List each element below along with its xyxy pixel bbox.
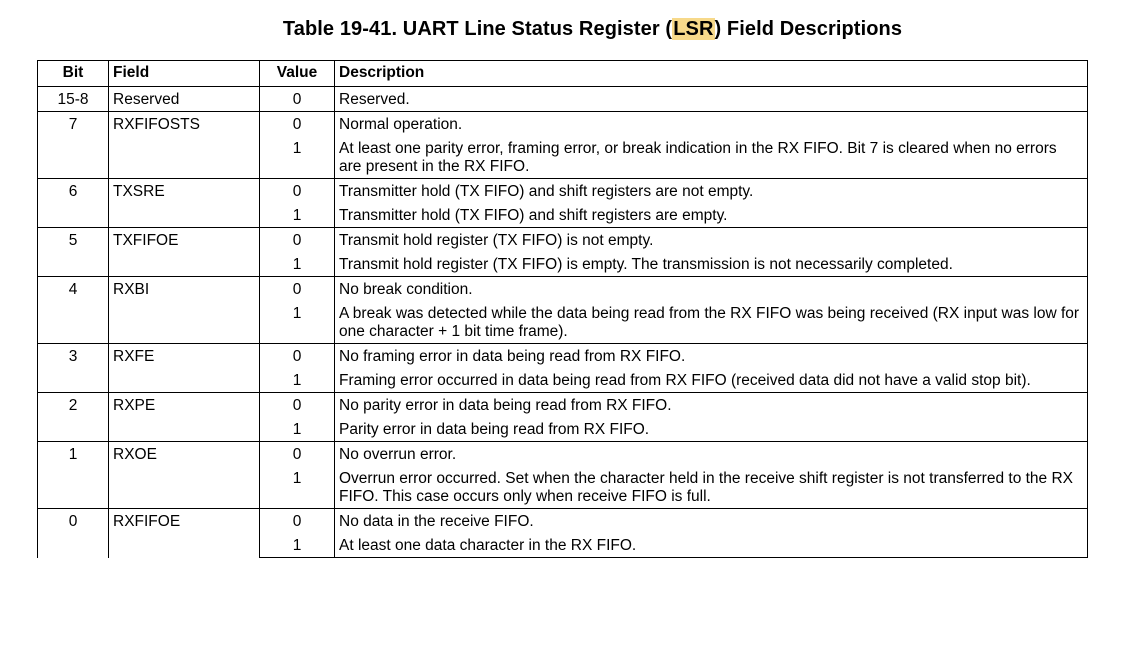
- field-cell: RXBI: [109, 277, 260, 344]
- bit-cell: 7: [38, 112, 109, 179]
- field-cell: TXFIFOE: [109, 228, 260, 277]
- value-cell: 1: [260, 136, 335, 179]
- table-row: [38, 344, 1088, 369]
- field-cell: RXOE: [109, 442, 260, 509]
- table-row: [38, 228, 1088, 253]
- description-cell: At least one parity error, framing error, or break indication in the RX FIFO. Bit 7 is cleared when no errors are present in the RX FIFO.: [335, 136, 1088, 179]
- value-cell: 1: [260, 466, 335, 509]
- header-row: [38, 61, 1088, 87]
- column-header-description: Description: [335, 61, 1088, 87]
- bit-cell: 2: [38, 393, 109, 442]
- table-row: [38, 112, 1088, 137]
- field-cell: RXFE: [109, 344, 260, 393]
- field-cell: RXPE: [109, 393, 260, 442]
- description-cell: No break condition.: [335, 277, 1088, 302]
- title-suffix: ) Field Descriptions: [714, 18, 903, 40]
- description-cell: No data in the receive FIFO.: [335, 509, 1088, 534]
- table-row: [38, 509, 1088, 534]
- value-cell: 0: [260, 344, 335, 369]
- value-cell: 0: [260, 509, 335, 534]
- column-header-field: Field: [109, 61, 260, 87]
- description-cell: Transmit hold register (TX FIFO) is empty. The transmission is not necessarily completed.: [335, 252, 1088, 277]
- value-cell: 1: [260, 417, 335, 442]
- description-cell: Transmitter hold (TX FIFO) and shift registers are empty.: [335, 203, 1088, 228]
- field-cell: RXFIFOE: [109, 509, 260, 558]
- bit-cell: 4: [38, 277, 109, 344]
- register-table: [37, 60, 1088, 558]
- description-cell: Reserved.: [335, 87, 1088, 112]
- bit-cell: 15-8: [38, 87, 109, 112]
- description-cell: Overrun error occurred. Set when the character held in the receive shift register is not transferred to the RX FIFO. This case occurs only when receive FIFO is full.: [335, 466, 1088, 509]
- table-title: [0, 18, 1133, 41]
- bit-cell: 6: [38, 179, 109, 228]
- description-cell: Framing error occurred in data being read from RX FIFO (received data did not have a valid stop bit).: [335, 368, 1088, 393]
- table-row: [38, 277, 1088, 302]
- title-prefix: Table 19-41. UART Line Status Register (: [282, 18, 673, 40]
- value-cell: 1: [260, 368, 335, 393]
- bit-cell: 1: [38, 442, 109, 509]
- table-row: [38, 87, 1088, 112]
- bit-cell: 3: [38, 344, 109, 393]
- description-cell: Transmitter hold (TX FIFO) and shift registers are not empty.: [335, 179, 1088, 204]
- field-cell: TXSRE: [109, 179, 260, 228]
- column-header-bit: Bit: [38, 61, 109, 87]
- description-cell: Parity error in data being read from RX FIFO.: [335, 417, 1088, 442]
- table-row: [38, 179, 1088, 204]
- value-cell: 1: [260, 533, 335, 558]
- value-cell: 0: [260, 87, 335, 112]
- title-highlight: LSR: [673, 18, 714, 40]
- description-cell: At least one data character in the RX FIFO.: [335, 533, 1088, 558]
- value-cell: 0: [260, 228, 335, 253]
- description-cell: Transmit hold register (TX FIFO) is not empty.: [335, 228, 1088, 253]
- value-cell: 1: [260, 301, 335, 344]
- value-cell: 0: [260, 112, 335, 137]
- table-row: [38, 393, 1088, 418]
- field-cell: RXFIFOSTS: [109, 112, 260, 179]
- column-header-value: Value: [260, 61, 335, 87]
- description-cell: A break was detected while the data being read from the RX FIFO was being received (RX input was low for one character + 1 bit time frame).: [335, 301, 1088, 344]
- value-cell: 1: [260, 252, 335, 277]
- bit-cell: 0: [38, 509, 109, 558]
- description-cell: No framing error in data being read from RX FIFO.: [335, 344, 1088, 369]
- value-cell: 0: [260, 442, 335, 467]
- value-cell: 0: [260, 393, 335, 418]
- description-cell: Normal operation.: [335, 112, 1088, 137]
- description-cell: No overrun error.: [335, 442, 1088, 467]
- value-cell: 1: [260, 203, 335, 228]
- value-cell: 0: [260, 277, 335, 302]
- bit-cell: 5: [38, 228, 109, 277]
- value-cell: 0: [260, 179, 335, 204]
- table-body: [38, 87, 1088, 558]
- field-cell: Reserved: [109, 87, 260, 112]
- description-cell: No parity error in data being read from RX FIFO.: [335, 393, 1088, 418]
- table-row: [38, 442, 1088, 467]
